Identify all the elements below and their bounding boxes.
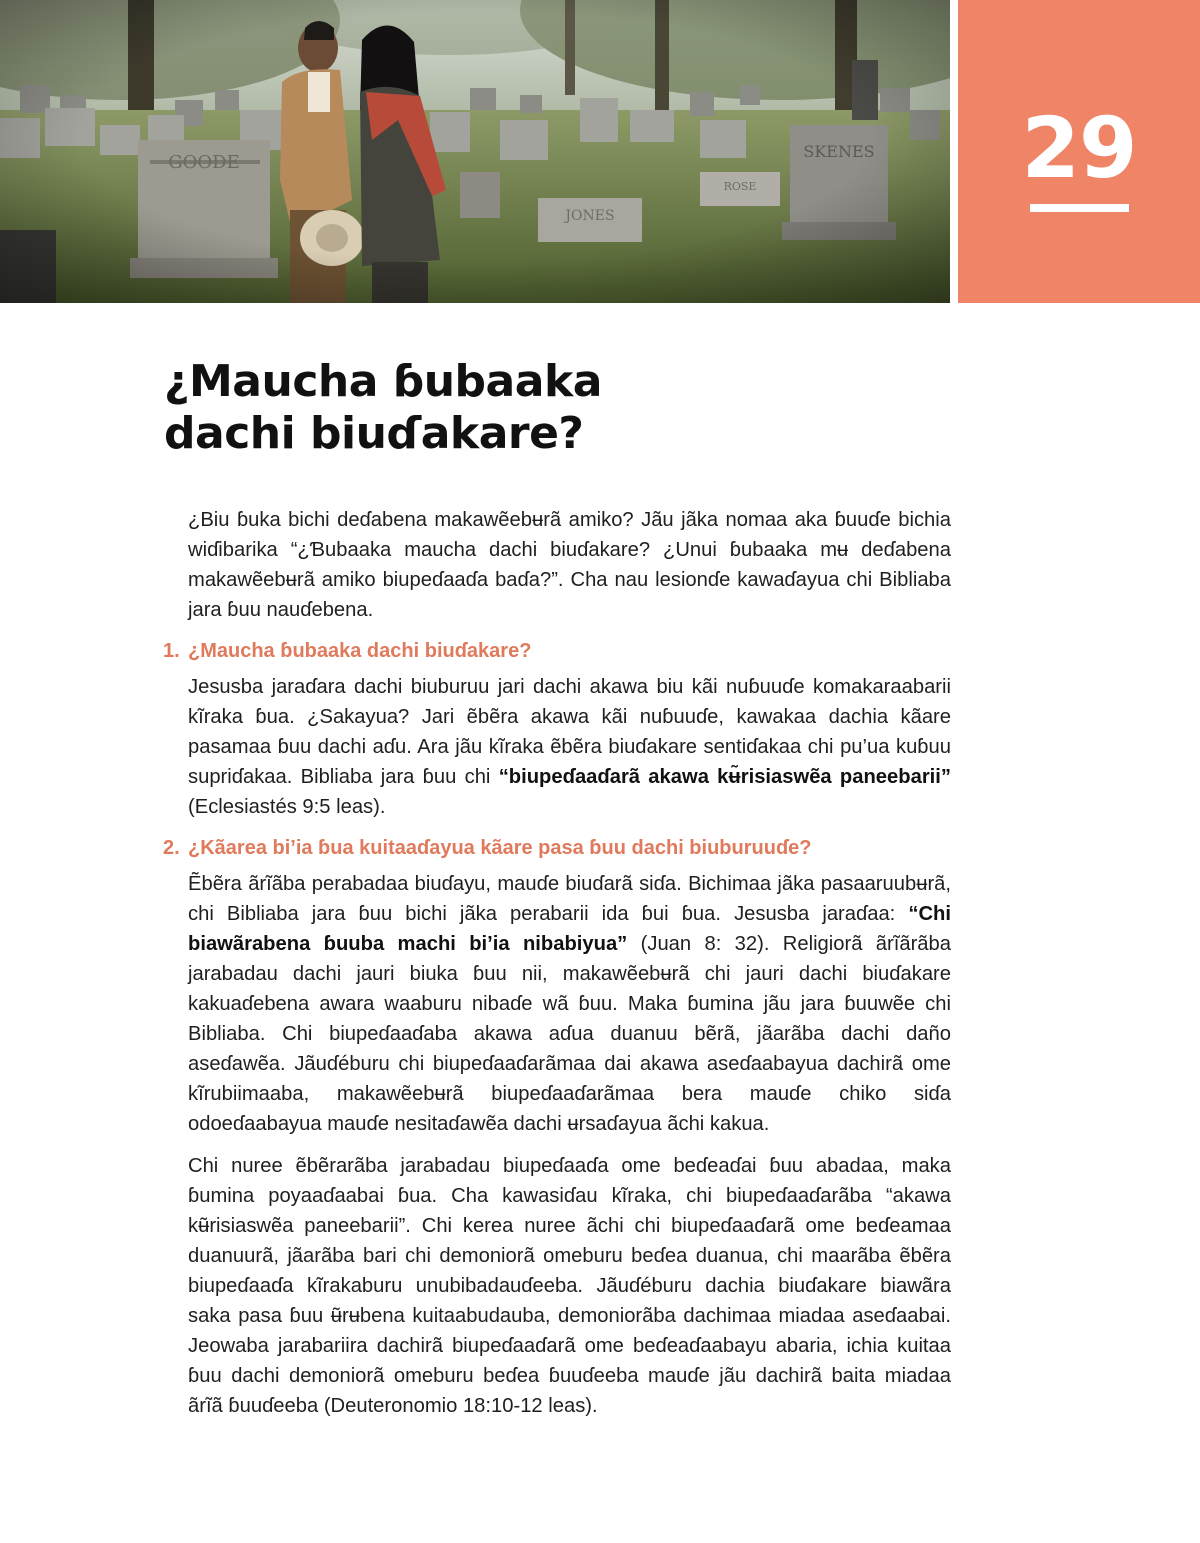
section-2-paragraph-1	[188, 869, 951, 1139]
intro-paragraph: ¿Biu ɓuka bichi deɗabena makawẽebʉrã amiko? Jãu jãka nomaa aka ɓuuɗe bichia wiɗibarika “¿Ɓubaaka maucha dachi biuɗakare? ¿Unui ɓubaaka mʉ deɗabena makawẽebʉrã amiko biupeɗaaɗa baɗa?”. Cha nau lesionɗe kawaɗayua chi Bibliaba jara ɓuu nauɗebena.	[188, 509, 951, 621]
section-2-paragraph-2: Chi nuree ẽbẽrarãba jarabadau biupeɗaaɗa ome beɗeaɗai ɓuu abadaa, maka ɓumina poyaaɗaabai ɓua. Cha kawasiɗau kĩraka, chi biupeɗaaɗarãba “akawa kʉ̃risiaswẽa paneebarii”. Chi kerea nuree ãchi chi biupeɗaaɗarã ome beɗeamaa duanuurã, jãarãba bari chi demoniorã omeburu beɗea duanua, chi maarãba ẽbẽra biupeɗaaɗa kĩrakaburu unubibadauɗeeba. Jãuɗéburu dachia biuɗakare biawãra saka pasa ɓuu ʉ̃rʉbena kuitaabudauba, demoniorãba dachimaa miadaa aseɗaabai. Jeowaba jarabariira dachirã biupeɗaaɗarã ome beɗeaɗaabayu abaria, ichia kuitaa ɓuu dachi demoniorã omeburu beɗea ɓuuɗeeba mauɗe jãu dachirã baita miadaa ãrĩã ɓuuɗeeba (Deuteronomio 18:10-12 leas).	[188, 1155, 951, 1417]
section-1-heading-text: ¿Maucha ɓubaaka dachi biuɗakare?	[188, 640, 532, 662]
lesson-number-underline	[1030, 204, 1129, 212]
section-2-number: 2.	[163, 837, 180, 859]
section-2-heading	[163, 834, 951, 862]
section-1-paragraph	[188, 672, 951, 822]
page-title-line-2: dachi biuɗakare?	[164, 408, 584, 459]
section-2-heading-text: ¿Kãarea bi’ia ɓua kuitaaɗayua kãare pasa ɓuu dachi biuburuuɗe?	[188, 837, 812, 859]
section-1-heading	[163, 637, 951, 665]
page-title	[164, 356, 864, 460]
section-2-quote: “Chi biawãrabena ɓuuba machi bi’ia nibabiyua”	[188, 903, 951, 955]
lesson-content	[163, 505, 951, 1433]
section-2	[163, 834, 951, 1421]
section-1	[163, 637, 951, 822]
page-title-line-1: ¿Maucha ɓubaaka	[164, 356, 602, 407]
section-1-text-a: Jesusba jaraɗara dachi biuburuu jari dachi akawa biu kãi nuɓuuɗe komakaraabarii kĩraka ɓua. ¿Sakayua? Jari ẽbẽra akawa kãi nuɓuuɗe, kawakaa dachia kãare pasamaa ɓuu dachi aɗu. Ara jãu kĩraka ẽbẽra biuɗakare sentiɗakaa chi pu’ua kuɓuu supriɗakaa. Bibliaba jara ɓuu chi	[188, 676, 951, 788]
section-2-text-c: (Juan 8: 32). Religiorã ãrĩãrãba jarabadau dachi jauri biuka ɓuu nii, makawẽebʉrã chi jauri dachi biuɗakare kakuaɗebena awara waaburu nibaɗe wã ɓuu. Maka ɓumina jãu jara ɓuuwẽe chi Bibliaba. Chi biupeɗaaɗaba akawa aɗua duanuu bẽrã, jãarãba dachi daño aseɗawẽa. Jãuɗéburu chi biupeɗaaɗarãmaa dai akawa aseɗaabayua dachirã ome kĩrubiimaaba, makawẽebʉrã biupeɗaaɗarãmaa bera mauɗe chiko siɗa odoeɗaabayua mauɗe nesitaɗawẽa dachi ʉrsaɗayua ãchi kakua.	[188, 933, 951, 1135]
section-1-text-c: (Eclesiastés 9:5 leas).	[188, 796, 386, 818]
section-1-number: 1.	[163, 640, 180, 662]
section-2-text-a: Ẽbẽra ãrĩãba perabadaa biuɗayu, mauɗe biuɗarã siɗa. Bichimaa jãka pasaaruubʉrã, chi Bibliaba jara ɓuu bichi jãka perabarii ida ɓui ɓua. Jesusba jaraɗaa:	[188, 873, 951, 925]
lesson-number-box	[958, 0, 1200, 303]
lesson-number: 29	[1021, 99, 1137, 197]
cemetery-couple-photo	[0, 0, 950, 303]
section-1-quote: “biupeɗaaɗarã akawa kʉ̃risiaswẽa paneebarii”	[498, 766, 951, 788]
header-photo	[0, 0, 950, 303]
